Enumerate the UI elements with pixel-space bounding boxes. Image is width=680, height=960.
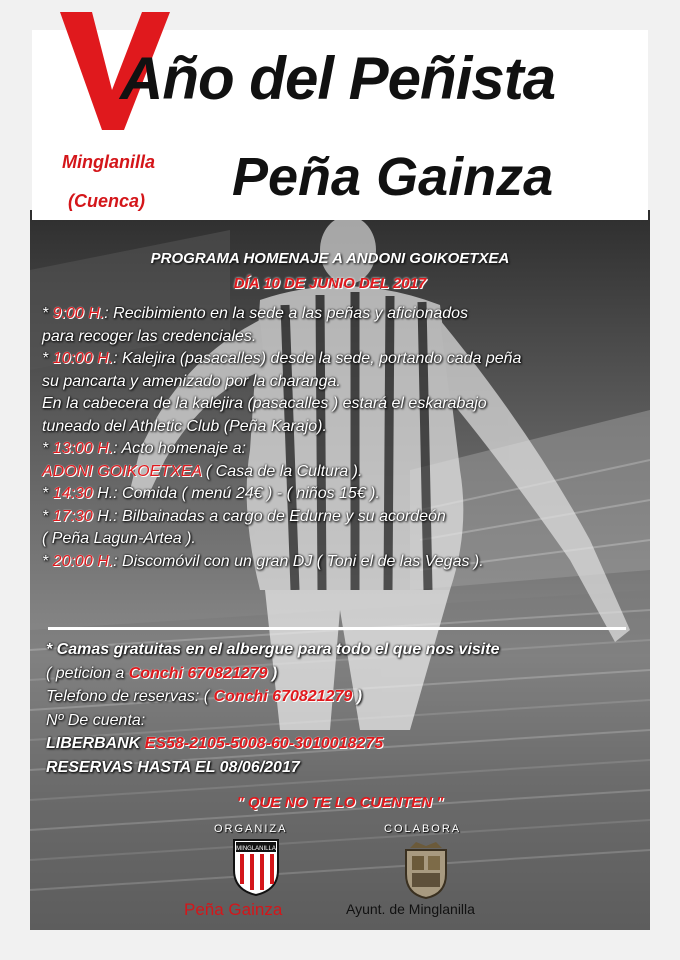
poster-title: Año del Peñista xyxy=(120,45,556,112)
schedule-text: : Discomóvil con un gran DJ ( Toni el de las Vegas ). xyxy=(113,552,484,570)
info-text: RESERVAS HASTA EL 08/06/2017 xyxy=(46,758,300,776)
info-highlight: Conchi 670821279 xyxy=(128,664,268,682)
info-highlight: ES58-2105-5008-60-3010018275 xyxy=(144,735,384,752)
schedule-highlight: 10:00 H. xyxy=(52,350,114,367)
colabora-name: Ayunt. de Minglanilla xyxy=(346,901,475,917)
pena-gainza-crest-icon xyxy=(232,838,280,896)
info-block xyxy=(46,638,646,779)
info-line xyxy=(46,662,646,686)
info-text: Telefono de reservas: ( xyxy=(46,688,214,705)
info-text: ) xyxy=(267,664,278,682)
slogan: " QUE NO TE LO CUENTEN " xyxy=(236,794,444,811)
schedule-line xyxy=(42,303,642,326)
schedule-text: : Acto homenaje a: xyxy=(113,440,246,457)
schedule-text: * xyxy=(42,305,53,322)
program-schedule xyxy=(42,303,642,573)
schedule-line xyxy=(42,416,642,439)
program-heading: PROGRAMA HOMENAJE A ANDONI GOIKOETXEA xyxy=(150,250,510,267)
schedule-highlight: 14:30 xyxy=(52,485,93,502)
schedule-text: * xyxy=(42,552,53,570)
schedule-line xyxy=(42,393,642,416)
info-line xyxy=(46,685,646,709)
schedule-text: : Recibimiento en la sede a las peñas y aficionados xyxy=(104,305,469,322)
schedule-text: * xyxy=(42,350,53,367)
organiza-label: ORGANIZA xyxy=(214,823,288,835)
schedule-text: ( Peña Lagun-Artea ). xyxy=(42,530,196,547)
colabora-label: COLABORA xyxy=(384,823,462,835)
schedule-text: * xyxy=(42,440,53,457)
schedule-line xyxy=(42,326,642,349)
town-name: Minglanilla xyxy=(62,152,156,172)
info-line xyxy=(46,638,646,662)
schedule-highlight: 20:00 H. xyxy=(52,552,114,570)
schedule-line xyxy=(42,528,642,551)
schedule-text: : Kalejira (pasacalles) desde la sede, portando cada peña xyxy=(113,350,522,367)
schedule-text: para recoger las credenciales. xyxy=(42,327,257,345)
schedule-line xyxy=(42,506,642,529)
schedule-text: * xyxy=(42,507,53,525)
info-text: ) xyxy=(352,688,363,705)
info-highlight: Conchi 670821279 xyxy=(213,688,353,705)
info-line xyxy=(46,732,646,756)
schedule-highlight: 13:00 H. xyxy=(52,440,114,457)
info-text: LIBERBANK xyxy=(46,735,145,752)
schedule-line xyxy=(42,461,642,484)
info-text: Nº De cuenta: xyxy=(46,711,146,729)
club-name: Peña Gainza xyxy=(232,147,554,207)
schedule-line xyxy=(42,348,642,371)
organiza-name: Peña Gainza xyxy=(184,900,283,919)
info-line xyxy=(46,756,646,780)
program-date: DÍA 10 DE JUNIO DEL 2017 xyxy=(233,275,427,292)
crest-top-text: MINGLANILLA xyxy=(236,846,276,852)
schedule-text: su pancarta y amenizado por la charanga. xyxy=(42,372,341,390)
schedule-text: * xyxy=(42,485,53,502)
schedule-line xyxy=(42,371,642,394)
schedule-text: H.: Comida ( menú 24€ ) - ( niños 15€ ). xyxy=(92,485,380,502)
schedule-text: tuneado del Athletic Club (Peña Karajo). xyxy=(42,417,327,435)
schedule-highlight: 17:30 xyxy=(52,507,93,525)
section-divider xyxy=(48,627,626,630)
schedule-line xyxy=(42,438,642,461)
schedule-line xyxy=(42,483,642,506)
schedule-highlight: ADONI GOIKOETXEA xyxy=(42,462,202,480)
province-name: (Cuenca) xyxy=(68,191,146,211)
info-text: * Camas gratuitas en el albergue para todo el que nos visite xyxy=(46,641,500,658)
schedule-highlight: 9:00 H. xyxy=(52,305,105,322)
info-line xyxy=(46,709,646,733)
minglanilla-coat-of-arms-icon xyxy=(400,840,452,900)
schedule-text: H.: Bilbainadas a cargo de Edurne y su acordeón xyxy=(92,507,446,525)
schedule-text: En la cabecera de la kalejira (pasacalles ) estará el eskarabajo xyxy=(42,395,487,412)
schedule-text: ( Casa de la Cultura ). xyxy=(201,462,363,480)
schedule-line xyxy=(42,551,642,574)
info-text: ( peticion a xyxy=(46,664,129,682)
